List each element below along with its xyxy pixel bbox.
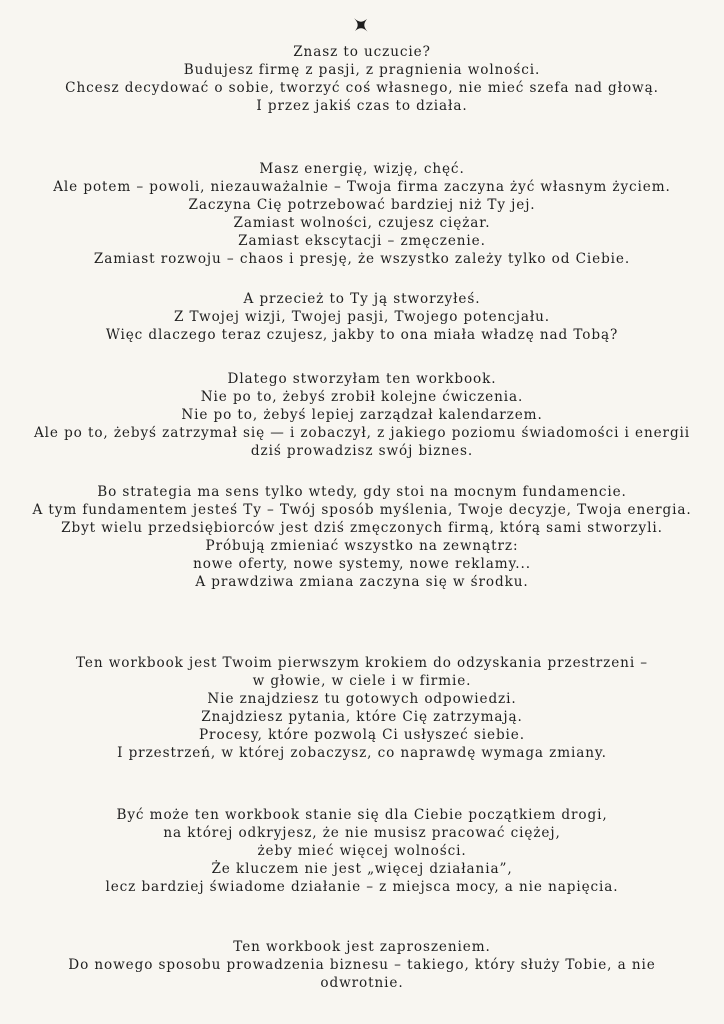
text-line: Więc dlaczego teraz czujesz, jakby to ona miała władzę nad Tobą?	[105, 327, 619, 343]
text-line: Procesy, które pozwolą Ci usłyszeć siebie.	[199, 727, 525, 743]
text-line: Bo strategia ma sens tylko wtedy, gdy stoi na mocnym fundamencie.	[97, 484, 627, 500]
text-line: Chcesz decydować o sobie, tworzyć coś własnego, nie mieć szefa nad głową.	[65, 80, 659, 96]
text-line: Nie po to, żebyś zrobił kolejne ćwiczenia.	[200, 389, 524, 405]
text-line: Ale potem – powoli, niezauważalnie – Twoja firma zaczyna żyć własnym życiem. Zaczyna Cię potrzebować bardziej niż Ty jej.	[53, 179, 671, 213]
text-line: Znasz to uczucie?	[293, 44, 431, 60]
text-line: Być może ten workbook stanie się dla Ciebie początkiem drogi,	[116, 807, 608, 823]
text-line: Zamiast ekscytacji – zmęczenie.	[238, 233, 486, 249]
text-line: Zbyt wielu przedsiębiorców jest dziś zmęczonych firmą, którą sami stworzyli.	[61, 520, 663, 536]
text-line: I przestrzeń, w której zobaczysz, co naprawdę wymaga zmiany.	[117, 745, 607, 761]
text-line: A prawdziwa zmiana zaczyna się w środku.	[195, 574, 529, 590]
text-line: Znajdziesz pytania, które Cię zatrzymają.	[201, 709, 523, 725]
text-line: Ten workbook jest zaproszeniem.	[233, 939, 491, 955]
stanza-2	[30, 160, 694, 268]
text-line: Masz energię, wizję, chęć.	[259, 161, 465, 177]
stanza-7	[30, 806, 694, 896]
text-line: Ale po to, żebyś zatrzymał się — i zobaczył, z jakiego poziomu świadomości i energii dziś prowadzisz swój biznes.	[33, 425, 691, 459]
text-line: Dlatego stworzyłam ten workbook.	[227, 371, 497, 387]
text-line: na której odkryjesz, że nie musisz pracować ciężej,	[163, 825, 561, 841]
text-line: Do nowego sposobu prowadzenia biznesu – takiego, który służy Tobie, a nie odwrotnie.	[68, 957, 656, 991]
stanza-1	[30, 43, 694, 115]
text-line: Nie znajdziesz tu gotowych odpowiedzi.	[207, 691, 517, 707]
text-line: A przecież to Ty ją stworzyłeś.	[243, 291, 481, 307]
text-line: Zamiast rozwoju – chaos i presję, że wszystko zależy tylko od Ciebie.	[93, 251, 631, 267]
text-line: I przez jakiś czas to działa.	[256, 98, 468, 114]
text-line: Próbują zmieniać wszystko na zewnątrz:	[205, 538, 519, 554]
four-point-star-icon	[352, 16, 370, 34]
text-line: żeby mieć więcej wolności.	[257, 843, 467, 859]
text-line: Budujesz firmę z pasji, z pragnienia wolności.	[183, 62, 541, 78]
text-line: Zamiast wolności, czujesz ciężar.	[233, 215, 491, 231]
text-line: A tym fundamentem jesteś Ty – Twój sposób myślenia, Twoje decyzje, Twoja energia.	[32, 502, 692, 518]
text-line: lecz bardziej świadome działanie – z miejsca mocy, a nie napięcia.	[105, 879, 619, 895]
stanza-3	[30, 290, 694, 344]
text-line: Z Twojej wizji, Twojej pasji, Twojego potencjału.	[173, 309, 551, 325]
text-line: w głowie, w ciele i w firmie.	[252, 673, 472, 689]
stanza-6	[30, 654, 694, 762]
text-line: Nie po to, żebyś lepiej zarządzał kalendarzem.	[181, 407, 543, 423]
text-line: Że kluczem nie jest „więcej działania”,	[211, 861, 513, 877]
text-line: Ten workbook jest Twoim pierwszym krokiem do odzyskania przestrzeni –	[76, 655, 648, 671]
text-line: nowe oferty, nowe systemy, nowe reklamy...	[193, 556, 531, 572]
stanza-4	[30, 370, 694, 460]
stanza-5	[30, 483, 694, 591]
stanza-8	[30, 938, 694, 992]
